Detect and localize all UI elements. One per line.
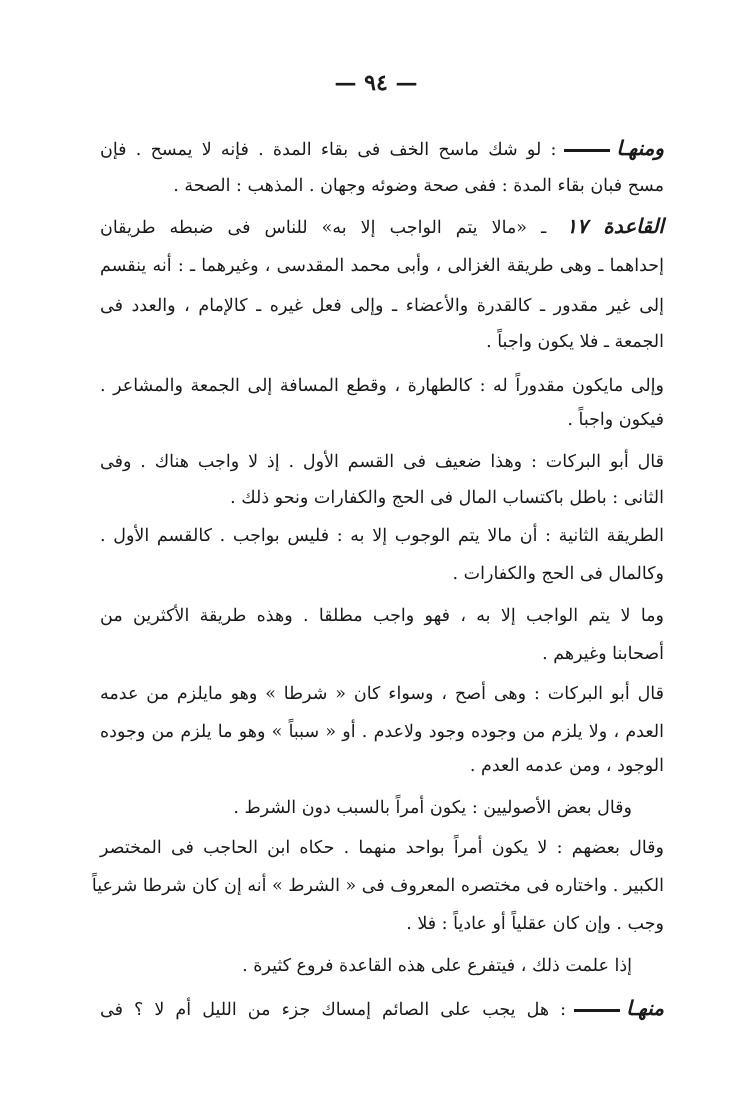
text-line: الوجود ، ومن عدمه العدم . (469, 756, 664, 776)
text-line: وما لا يتم الواجب إلا به ، فهو واجب مطلقا . وهذه طريقة الأكثرين من (100, 606, 664, 626)
text-line: وكالمال فى الحج والكفارات . (452, 564, 664, 584)
line-text: : هل يجب على الصائم إمساك جزء من الليل أم لا ؟ فى (100, 1000, 567, 1020)
text-line: إلى غير مقدور ـ كالقدرة والأعضاء ـ وإلى فعل غيره ـ كالإمام ، والعدد فى (100, 296, 664, 316)
text-line: مسح فبان بقاء المدة : ففى صحة وضوئه وجهان . المذهب : الصحة . (173, 176, 664, 196)
text-line: الثانى : باطل باكتساب المال فى الحج والكفارات ونحو ذلك . (230, 488, 664, 508)
text-line: إحداهما ـ وهى طريقة الغزالى ، وأبى محمد المقدسى ، وغيرهما ـ : أنه ينقسم (100, 256, 664, 276)
text-line: قال أبو البركات : وهذا ضعيف فى القسم الأول . إذ لا واجب هناك . وفى (100, 452, 664, 472)
text-line: وجب . وإن كان عقلياً أو عادياً : فلا . (406, 914, 664, 934)
text-line: العدم ، ولا يلزم من وجوده وجود ولاعدم . أو « سبباً » وهو ما يلزم من وجوده (100, 722, 664, 742)
text-line: قال أبو البركات : وهى أصح ، وسواء كان « شرطا » وهو مايلزم من عدمه (100, 684, 664, 704)
text-line: الطريقة الثانية : أن مالا يتم الوجوب إلا به : فليس بواجب . كالقسم الأول . (100, 526, 664, 546)
text-line: وقال بعض الأصوليين : يكون أمراً بالسبب دون الشرط . (233, 798, 632, 818)
line-text: : لو شك ماسح الخف فى بقاء المدة . فإنه لا يمسح . فإن (100, 140, 557, 160)
text-line (100, 208, 664, 246)
text-line: إذا علمت ذلك ، فيتفرع على هذه القاعدة فروع كثيرة . (242, 956, 632, 976)
text-line: الجمعة ـ فلا يكون واجباً . (486, 332, 664, 352)
text-line: فيكون واجباً . (567, 410, 664, 430)
line-text: ـ «مالا يتم الواجب إلا به» للناس فى ضبطه طريقان (100, 218, 547, 238)
text-line (100, 990, 664, 1028)
label-underline (564, 149, 610, 152)
rule-heading: القاعدة ١٧ (566, 214, 664, 238)
text-line: وإلى مايكون مقدوراً له : كالطهارة ، وقطع المسافة إلى الجمعة والمشاعر . (100, 376, 664, 396)
text-line (100, 130, 664, 168)
label-underline (574, 1009, 620, 1012)
section-label: منهـا (626, 996, 664, 1020)
section-label: ومنهـا (616, 136, 664, 160)
text-line: الكبير . واختاره فى مختصره المعروف فى « الشرط » أنه إن كان شرطا شرعياً (91, 876, 664, 896)
text-line: أصحابنا وغيرهم . (542, 644, 664, 664)
text-line: وقال بعضهم : لا يكون أمراً بواحد منهما . حكاه ابن الحاجب فى المختصر (100, 838, 664, 858)
page-number: — ٩٤ — (334, 70, 418, 96)
